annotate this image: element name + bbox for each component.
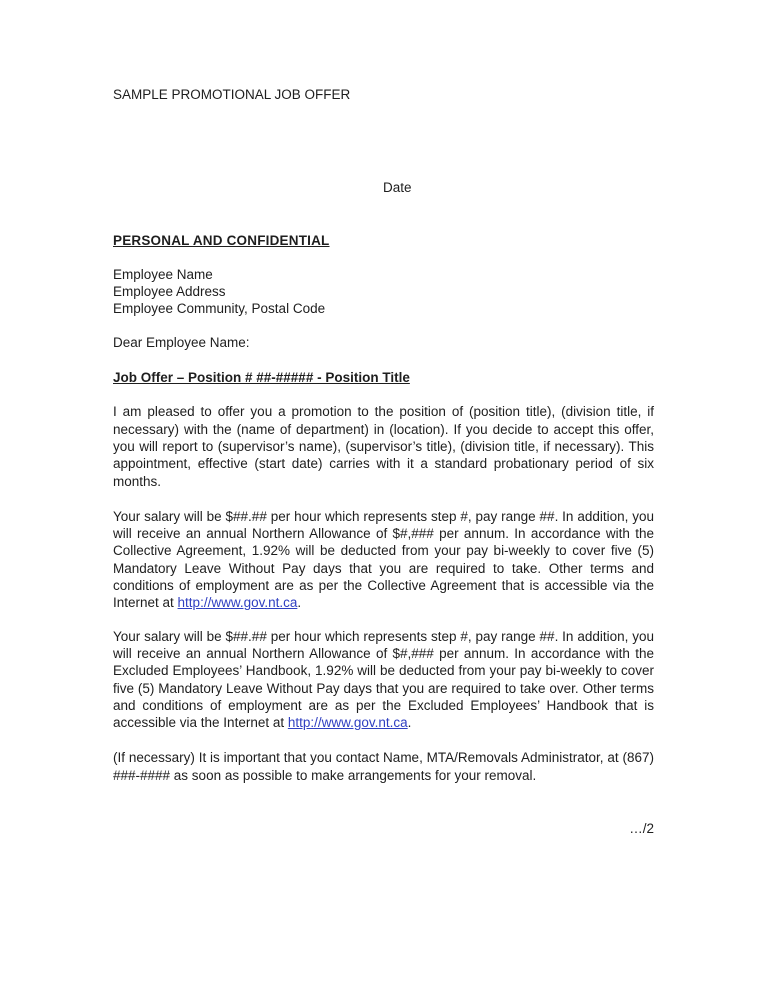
recipient-community: Employee Community, Postal Code xyxy=(113,301,326,317)
paragraph-removal: (If necessary) It is important that you contact Name, MTA/Removals Administrator, at (867) ###-#### as soon as possible to make arrangements for your removal. xyxy=(113,750,654,783)
gov-nt-link[interactable]: http://www.gov.nt.ca xyxy=(177,595,298,611)
gov-nt-link[interactable]: http://www.gov.nt.ca xyxy=(287,715,408,731)
recipient-address: Employee Address xyxy=(113,284,226,300)
paragraph-salary-excluded xyxy=(113,628,654,732)
paragraph-salary-collective-text: Your salary will be $##.## per hour which represents step #, pay range ##. In addition, you will receive an annual Northern Allowance of $#,### per annum. In accordance with the Collective Agreement, 1.92% will be deducted from your pay bi-weekly to cover five (5) Mandatory Leave Without Pay days that you are required to take. Other terms and conditions of employment are as per the Collective Agreement that is accessible via the Internet at xyxy=(113,508,654,611)
recipient-name: Employee Name xyxy=(113,266,213,282)
paragraph-salary-collective-period: . xyxy=(297,595,302,611)
document-title: SAMPLE PROMOTIONAL JOB OFFER xyxy=(113,87,351,102)
page-continuation-marker: …/2 xyxy=(629,821,654,837)
confidential-heading: PERSONAL AND CONFIDENTIAL xyxy=(113,232,330,248)
date-line: Date xyxy=(383,180,412,196)
paragraph-salary-excluded-period: . xyxy=(407,715,412,731)
recipient-address-block xyxy=(113,266,654,318)
paragraph-intro: I am pleased to offer you a promotion to the position of (position title), (division title, if necessary) with the (name of department) in (location). If you decide to accept this offer, you will report to (supervisor’s name), (supervisor’s title), (division title, if necessary). This appointment, effective (start date) carries with it a standard probationary period of six months. xyxy=(113,404,654,489)
paragraph-salary-collective xyxy=(113,508,654,612)
subject-heading: Job Offer – Position # ##-##### - Position Title xyxy=(113,370,410,386)
salutation: Dear Employee Name: xyxy=(113,334,250,350)
paragraph-salary-excluded-text: Your salary will be $##.## per hour which represents step #, pay range ##. In addition, you will receive an annual Northern Allowance of $#,### per annum. In accordance with the Excluded Employees’ Handbook, 1.92% will be deducted from your pay bi-weekly to cover five (5) Mandatory Leave Without Pay days that you are required to take over. Other terms and conditions of employment are as per the Excluded Employees’ Handbook that is accessible via the Internet at xyxy=(113,628,654,731)
